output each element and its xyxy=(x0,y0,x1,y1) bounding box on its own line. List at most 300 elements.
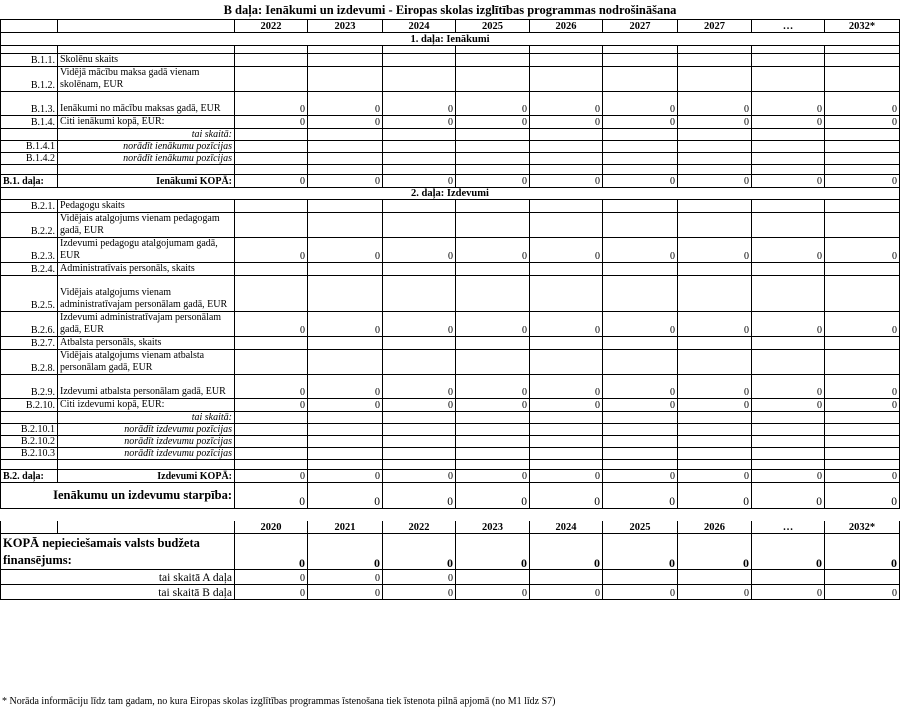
total-row xyxy=(1,175,900,188)
value-cell[interactable]: 0 xyxy=(530,585,603,600)
value-cell[interactable]: 0 xyxy=(530,116,603,129)
empty-cell xyxy=(58,509,235,521)
value-cell[interactable] xyxy=(603,153,678,165)
value-cell[interactable] xyxy=(603,67,678,92)
value-cell[interactable]: 0 xyxy=(383,570,456,585)
value-cell[interactable] xyxy=(383,54,456,67)
value-cell[interactable] xyxy=(308,263,383,276)
value-cell[interactable]: 0 xyxy=(825,399,900,412)
table-row xyxy=(1,129,900,141)
value-cell[interactable] xyxy=(456,448,530,460)
value-cell[interactable] xyxy=(308,337,383,350)
value-cell[interactable] xyxy=(456,141,530,153)
empty-cell xyxy=(58,460,235,470)
value-cell[interactable] xyxy=(603,448,678,460)
value-cell[interactable]: 0 xyxy=(456,116,530,129)
value-cell[interactable] xyxy=(235,350,308,375)
value-cell[interactable]: 0 xyxy=(383,238,456,263)
table-row xyxy=(1,448,900,460)
value-cell[interactable] xyxy=(603,129,678,141)
value-cell[interactable]: 0 xyxy=(825,238,900,263)
empty-cell xyxy=(530,509,603,521)
value-cell[interactable] xyxy=(825,436,900,448)
value-cell[interactable]: 0 xyxy=(752,585,825,600)
value-cell[interactable]: 0 xyxy=(825,470,900,483)
value-cell[interactable]: 0 xyxy=(530,399,603,412)
value-cell[interactable] xyxy=(825,424,900,436)
value-cell[interactable] xyxy=(603,213,678,238)
value-cell[interactable] xyxy=(752,129,825,141)
table-row xyxy=(1,585,900,600)
value-cell[interactable] xyxy=(752,213,825,238)
value-cell[interactable] xyxy=(235,276,308,312)
value-cell[interactable] xyxy=(678,129,752,141)
value-cell[interactable]: 0 xyxy=(752,375,825,399)
value-cell[interactable]: 0 xyxy=(825,534,900,570)
value-cell[interactable] xyxy=(603,436,678,448)
value-cell[interactable] xyxy=(752,276,825,312)
value-cell[interactable] xyxy=(678,570,752,585)
value-cell[interactable] xyxy=(235,141,308,153)
row-code: B.2.10.3 xyxy=(1,448,58,460)
value-cell[interactable]: 0 xyxy=(678,175,752,188)
value-cell[interactable]: 0 xyxy=(678,534,752,570)
value-cell[interactable] xyxy=(752,153,825,165)
value-cell[interactable]: 0 xyxy=(603,470,678,483)
value-cell[interactable]: 0 xyxy=(456,534,530,570)
value-cell[interactable] xyxy=(678,213,752,238)
value-cell[interactable] xyxy=(530,54,603,67)
value-cell[interactable] xyxy=(308,276,383,312)
value-cell[interactable]: 0 xyxy=(383,483,456,509)
value-cell[interactable]: 0 xyxy=(308,534,383,570)
value-cell[interactable] xyxy=(752,67,825,92)
value-cell[interactable]: 0 xyxy=(825,92,900,116)
empty-cell xyxy=(603,460,678,470)
value-cell[interactable]: 0 xyxy=(678,312,752,337)
value-cell[interactable]: 0 xyxy=(235,92,308,116)
row-code: B.2.1. xyxy=(1,200,58,213)
value-cell[interactable] xyxy=(308,448,383,460)
value-cell[interactable] xyxy=(825,276,900,312)
value-cell[interactable]: 0 xyxy=(235,116,308,129)
value-cell[interactable] xyxy=(530,129,603,141)
value-cell[interactable]: 0 xyxy=(235,570,308,585)
table-row xyxy=(1,116,900,129)
value-cell[interactable] xyxy=(456,54,530,67)
value-cell[interactable]: 0 xyxy=(383,312,456,337)
value-cell[interactable] xyxy=(678,448,752,460)
year-header: … xyxy=(752,20,825,33)
value-cell[interactable] xyxy=(678,263,752,276)
value-cell[interactable] xyxy=(308,67,383,92)
empty-cell xyxy=(235,509,308,521)
value-cell[interactable]: 0 xyxy=(752,312,825,337)
value-cell[interactable]: 0 xyxy=(530,375,603,399)
table-row xyxy=(1,570,900,585)
value-cell[interactable] xyxy=(825,129,900,141)
value-cell[interactable] xyxy=(383,67,456,92)
row-code: B.2.8. xyxy=(1,350,58,375)
value-cell[interactable] xyxy=(530,350,603,375)
value-cell[interactable] xyxy=(678,350,752,375)
value-cell[interactable] xyxy=(603,570,678,585)
table-row xyxy=(1,436,900,448)
value-cell[interactable] xyxy=(308,213,383,238)
value-cell[interactable]: 0 xyxy=(235,399,308,412)
value-cell[interactable]: 0 xyxy=(383,375,456,399)
value-cell[interactable] xyxy=(308,436,383,448)
row-code: B.2.10.1 xyxy=(1,424,58,436)
value-cell[interactable] xyxy=(383,448,456,460)
value-cell[interactable]: 0 xyxy=(678,399,752,412)
spacer-row xyxy=(1,460,900,470)
value-cell[interactable] xyxy=(603,200,678,213)
value-cell[interactable]: 0 xyxy=(308,116,383,129)
value-cell[interactable] xyxy=(308,54,383,67)
value-cell[interactable]: 0 xyxy=(603,116,678,129)
value-cell[interactable]: 0 xyxy=(603,375,678,399)
value-cell[interactable] xyxy=(678,412,752,424)
table-row xyxy=(1,238,900,263)
value-cell[interactable]: 0 xyxy=(383,92,456,116)
value-cell[interactable] xyxy=(752,412,825,424)
value-cell[interactable] xyxy=(383,337,456,350)
value-cell[interactable] xyxy=(456,276,530,312)
value-cell[interactable]: 0 xyxy=(383,175,456,188)
value-cell[interactable] xyxy=(456,129,530,141)
value-cell[interactable] xyxy=(235,129,308,141)
value-cell[interactable] xyxy=(752,54,825,67)
value-cell[interactable] xyxy=(383,412,456,424)
value-cell[interactable] xyxy=(308,412,383,424)
value-cell[interactable] xyxy=(825,337,900,350)
value-cell[interactable]: 0 xyxy=(603,175,678,188)
value-cell[interactable] xyxy=(383,276,456,312)
total-row xyxy=(1,470,900,483)
value-cell[interactable] xyxy=(678,67,752,92)
value-cell[interactable]: 0 xyxy=(752,483,825,509)
value-cell[interactable] xyxy=(456,337,530,350)
value-cell[interactable]: 0 xyxy=(752,238,825,263)
row-label: Citi izdevumi kopā, EUR: xyxy=(58,399,235,412)
empty-cell xyxy=(1,412,58,424)
value-cell[interactable] xyxy=(825,54,900,67)
empty-cell xyxy=(603,509,678,521)
empty-cell xyxy=(456,46,530,54)
value-cell[interactable]: 0 xyxy=(530,175,603,188)
value-cell[interactable] xyxy=(678,153,752,165)
value-cell[interactable]: 0 xyxy=(235,312,308,337)
value-cell[interactable] xyxy=(383,350,456,375)
value-cell[interactable]: 0 xyxy=(383,399,456,412)
value-cell[interactable]: 0 xyxy=(308,375,383,399)
value-cell[interactable] xyxy=(603,263,678,276)
value-cell[interactable] xyxy=(825,448,900,460)
funding-b-label: tai skaitā B daļa xyxy=(1,585,235,600)
value-cell[interactable] xyxy=(603,276,678,312)
value-cell[interactable] xyxy=(456,263,530,276)
value-cell[interactable]: 0 xyxy=(456,375,530,399)
value-cell[interactable] xyxy=(456,200,530,213)
row-code: B.1.4. xyxy=(1,116,58,129)
value-cell[interactable] xyxy=(383,213,456,238)
value-cell[interactable] xyxy=(603,424,678,436)
value-cell[interactable]: 0 xyxy=(235,534,308,570)
value-cell[interactable]: 0 xyxy=(235,375,308,399)
value-cell[interactable]: 0 xyxy=(308,570,383,585)
empty-cell xyxy=(603,165,678,175)
value-cell[interactable] xyxy=(308,350,383,375)
value-cell[interactable]: 0 xyxy=(456,399,530,412)
value-cell[interactable]: 0 xyxy=(825,375,900,399)
value-cell[interactable] xyxy=(456,436,530,448)
empty-cell xyxy=(1,129,58,141)
value-cell[interactable] xyxy=(235,200,308,213)
value-cell[interactable]: 0 xyxy=(456,175,530,188)
value-cell[interactable]: 0 xyxy=(825,585,900,600)
empty-cell xyxy=(678,165,752,175)
value-cell[interactable] xyxy=(752,350,825,375)
value-cell[interactable] xyxy=(530,153,603,165)
value-cell[interactable]: 0 xyxy=(752,92,825,116)
value-cell[interactable] xyxy=(456,570,530,585)
value-cell[interactable]: 0 xyxy=(752,534,825,570)
year-header: 2027 xyxy=(603,20,678,33)
value-cell[interactable]: 0 xyxy=(530,534,603,570)
year-header: 2026 xyxy=(678,521,752,534)
value-cell[interactable] xyxy=(383,129,456,141)
value-cell[interactable]: 0 xyxy=(308,92,383,116)
value-cell[interactable]: 0 xyxy=(530,92,603,116)
value-cell[interactable] xyxy=(825,153,900,165)
value-cell[interactable]: 0 xyxy=(603,483,678,509)
value-cell[interactable] xyxy=(678,54,752,67)
value-cell[interactable]: 0 xyxy=(235,238,308,263)
value-cell[interactable] xyxy=(603,337,678,350)
value-cell[interactable]: 0 xyxy=(308,483,383,509)
empty-cell xyxy=(308,509,383,521)
value-cell[interactable]: 0 xyxy=(752,399,825,412)
value-cell[interactable]: 0 xyxy=(603,312,678,337)
value-cell[interactable] xyxy=(235,448,308,460)
value-cell[interactable]: 0 xyxy=(235,585,308,600)
value-cell[interactable] xyxy=(456,350,530,375)
value-cell[interactable]: 0 xyxy=(603,534,678,570)
value-cell[interactable]: 0 xyxy=(383,116,456,129)
value-cell[interactable] xyxy=(383,200,456,213)
year-header: 2023 xyxy=(308,20,383,33)
value-cell[interactable] xyxy=(308,129,383,141)
value-cell[interactable] xyxy=(752,570,825,585)
value-cell[interactable] xyxy=(752,337,825,350)
funding-label: KOPĀ nepieciešamais valsts budžeta finansējums: xyxy=(1,534,235,570)
total-label: Ienākumi KOPĀ: xyxy=(58,175,235,188)
value-cell[interactable]: 0 xyxy=(825,175,900,188)
value-cell[interactable]: 0 xyxy=(308,585,383,600)
value-cell[interactable] xyxy=(383,263,456,276)
value-cell[interactable] xyxy=(235,337,308,350)
value-cell[interactable] xyxy=(308,153,383,165)
value-cell[interactable] xyxy=(235,412,308,424)
value-cell[interactable] xyxy=(752,424,825,436)
row-label: norādīt izdevumu pozīcijas xyxy=(58,436,235,448)
value-cell[interactable] xyxy=(825,141,900,153)
value-cell[interactable] xyxy=(456,412,530,424)
value-cell[interactable]: 0 xyxy=(383,470,456,483)
value-cell[interactable] xyxy=(603,54,678,67)
value-cell[interactable]: 0 xyxy=(825,483,900,509)
value-cell[interactable] xyxy=(308,200,383,213)
value-cell[interactable] xyxy=(825,213,900,238)
value-cell[interactable] xyxy=(825,67,900,92)
value-cell[interactable] xyxy=(752,200,825,213)
value-cell[interactable]: 0 xyxy=(235,470,308,483)
value-cell[interactable]: 0 xyxy=(752,175,825,188)
value-cell[interactable] xyxy=(678,424,752,436)
value-cell[interactable]: 0 xyxy=(456,483,530,509)
value-cell[interactable] xyxy=(678,276,752,312)
value-cell[interactable] xyxy=(383,424,456,436)
value-cell[interactable]: 0 xyxy=(235,483,308,509)
value-cell[interactable] xyxy=(235,213,308,238)
value-cell[interactable] xyxy=(383,141,456,153)
value-cell[interactable] xyxy=(308,424,383,436)
value-cell[interactable]: 0 xyxy=(530,483,603,509)
value-cell[interactable]: 0 xyxy=(308,312,383,337)
value-cell[interactable]: 0 xyxy=(678,483,752,509)
value-cell[interactable] xyxy=(235,436,308,448)
row-code: B.2.7. xyxy=(1,337,58,350)
value-cell[interactable]: 0 xyxy=(383,534,456,570)
value-cell[interactable]: 0 xyxy=(678,116,752,129)
year-header: 2025 xyxy=(456,20,530,33)
row-label: norādīt ienākumu pozīcijas xyxy=(58,141,235,153)
value-cell[interactable]: 0 xyxy=(308,175,383,188)
value-cell[interactable]: 0 xyxy=(530,238,603,263)
value-cell[interactable] xyxy=(530,67,603,92)
value-cell[interactable]: 0 xyxy=(530,470,603,483)
empty-cell xyxy=(825,165,900,175)
year-header-row xyxy=(1,20,900,33)
value-cell[interactable] xyxy=(603,412,678,424)
value-cell[interactable]: 0 xyxy=(308,399,383,412)
value-cell[interactable] xyxy=(456,424,530,436)
value-cell[interactable]: 0 xyxy=(825,116,900,129)
value-cell[interactable]: 0 xyxy=(530,312,603,337)
value-cell[interactable] xyxy=(530,276,603,312)
value-cell[interactable] xyxy=(530,424,603,436)
value-cell[interactable]: 0 xyxy=(678,375,752,399)
value-cell[interactable] xyxy=(752,448,825,460)
value-cell[interactable]: 0 xyxy=(752,470,825,483)
value-cell[interactable] xyxy=(603,350,678,375)
value-cell[interactable]: 0 xyxy=(456,312,530,337)
value-cell[interactable]: 0 xyxy=(678,92,752,116)
value-cell[interactable] xyxy=(308,141,383,153)
value-cell[interactable] xyxy=(530,213,603,238)
value-cell[interactable]: 0 xyxy=(603,585,678,600)
value-cell[interactable]: 0 xyxy=(678,585,752,600)
value-cell[interactable] xyxy=(456,67,530,92)
value-cell[interactable] xyxy=(235,424,308,436)
value-cell[interactable] xyxy=(456,153,530,165)
empty-cell xyxy=(308,460,383,470)
value-cell[interactable] xyxy=(530,570,603,585)
value-cell[interactable] xyxy=(752,263,825,276)
value-cell[interactable] xyxy=(456,213,530,238)
year-header: 2021 xyxy=(308,521,383,534)
value-cell[interactable] xyxy=(678,141,752,153)
value-cell[interactable] xyxy=(678,200,752,213)
value-cell[interactable] xyxy=(530,412,603,424)
empty-cell xyxy=(678,460,752,470)
value-cell[interactable] xyxy=(235,153,308,165)
value-cell[interactable] xyxy=(603,141,678,153)
value-cell[interactable]: 0 xyxy=(235,175,308,188)
value-cell[interactable] xyxy=(530,141,603,153)
year-header: 2022 xyxy=(383,521,456,534)
value-cell[interactable] xyxy=(530,448,603,460)
value-cell[interactable] xyxy=(825,263,900,276)
value-cell[interactable] xyxy=(235,263,308,276)
value-cell[interactable] xyxy=(752,436,825,448)
empty-cell xyxy=(752,165,825,175)
value-cell[interactable] xyxy=(825,200,900,213)
value-cell[interactable]: 0 xyxy=(383,585,456,600)
value-cell[interactable]: 0 xyxy=(678,470,752,483)
value-cell[interactable] xyxy=(825,350,900,375)
value-cell[interactable] xyxy=(383,153,456,165)
value-cell[interactable] xyxy=(383,436,456,448)
value-cell[interactable]: 0 xyxy=(456,92,530,116)
value-cell[interactable] xyxy=(678,436,752,448)
value-cell[interactable]: 0 xyxy=(456,470,530,483)
empty-cell xyxy=(383,46,456,54)
value-cell[interactable]: 0 xyxy=(308,470,383,483)
value-cell[interactable]: 0 xyxy=(603,238,678,263)
value-cell[interactable]: 0 xyxy=(603,92,678,116)
value-cell[interactable] xyxy=(530,200,603,213)
value-cell[interactable] xyxy=(235,54,308,67)
row-code: B.2.3. xyxy=(1,238,58,263)
value-cell[interactable] xyxy=(752,141,825,153)
value-cell[interactable] xyxy=(235,67,308,92)
value-cell[interactable]: 0 xyxy=(456,585,530,600)
row-label: Vidējais atalgojums vienam administratīvajam personālam gadā, EUR xyxy=(58,276,235,312)
value-cell[interactable]: 0 xyxy=(678,238,752,263)
value-cell[interactable] xyxy=(825,570,900,585)
value-cell[interactable] xyxy=(530,436,603,448)
empty-cell xyxy=(825,460,900,470)
value-cell[interactable] xyxy=(530,337,603,350)
value-cell[interactable]: 0 xyxy=(752,116,825,129)
value-cell[interactable] xyxy=(825,412,900,424)
value-cell[interactable] xyxy=(678,337,752,350)
section-heading: 2. daļa: Izdevumi xyxy=(1,188,900,200)
row-code: B.1.4.1 xyxy=(1,141,58,153)
value-cell[interactable]: 0 xyxy=(603,399,678,412)
value-cell[interactable]: 0 xyxy=(456,238,530,263)
empty-cell xyxy=(383,460,456,470)
table-row xyxy=(1,312,900,337)
value-cell[interactable]: 0 xyxy=(308,238,383,263)
empty-cell xyxy=(1,46,58,54)
value-cell[interactable]: 0 xyxy=(825,312,900,337)
table-row xyxy=(1,263,900,276)
row-label: norādīt izdevumu pozīcijas xyxy=(58,448,235,460)
value-cell[interactable] xyxy=(530,263,603,276)
